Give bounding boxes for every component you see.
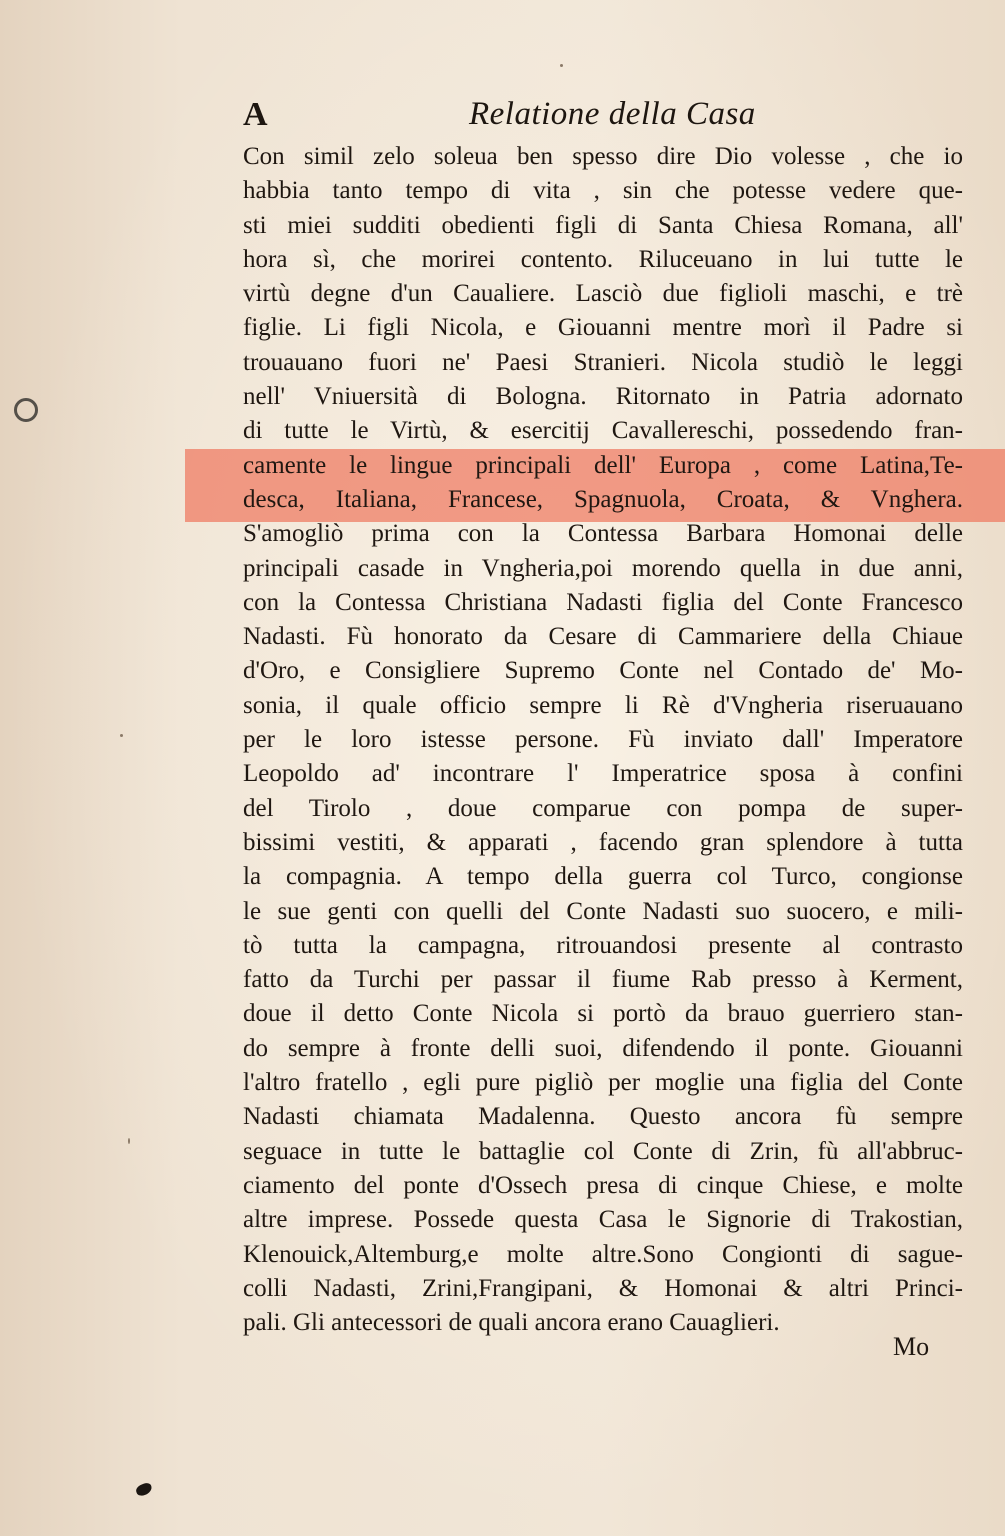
page-header	[243, 96, 983, 140]
text-line: con la Contessa Christiana Nadasti figlia del Conte Francesco	[243, 588, 963, 616]
text-line: pali. Gli antecessori de quali ancora erano Cauaglieri.	[243, 1309, 780, 1337]
body-text	[243, 140, 963, 1340]
text-line: Klenouick,Altemburg,e molte altre.Sono Congionti di sague-	[243, 1240, 963, 1268]
text-line: S'amogliò prima con la Contessa Barbara Homonai delle	[243, 520, 963, 548]
text-line: Leopoldo ad' incontrare l' Imperatrice sposa à confini	[243, 760, 963, 788]
highlighted-text-line: camente le lingue principali dell' Europa , come Latina,Te-	[243, 451, 963, 479]
signature-mark: A	[243, 96, 268, 133]
text-line: habbia tanto tempo di vita , sin che potesse vedere que-	[243, 177, 963, 205]
running-title: Relatione della Casa	[469, 96, 756, 132]
text-line: doue il detto Conte Nicola si portò da brauo guerriero stan-	[243, 1000, 963, 1028]
text-line: le sue genti con quelli del Conte Nadasti suo suocero, e mili-	[243, 897, 963, 925]
text-line: ciamento del ponte d'Ossech presa di cinque Chiese, e molte	[243, 1171, 963, 1199]
text-line: trouauano fuori ne' Paesi Stranieri. Nicola studiò le leggi	[243, 348, 963, 376]
text-line: d'Oro, e Consigliere Supremo Conte nel Contado de' Mo-	[243, 657, 963, 685]
text-line: fatto da Turchi per passar il fiume Rab presso à Kerment,	[243, 966, 963, 994]
text-line: Nadasti chiamata Madalenna. Questo ancora fù sempre	[243, 1103, 963, 1131]
paper-speck	[120, 734, 123, 737]
text-line: altre imprese. Possede questa Casa le Signorie di Trakostian,	[243, 1206, 963, 1234]
text-line: virtù degne d'un Caualiere. Lasciò due figlioli maschi, e trè	[243, 280, 963, 308]
paper-speck	[128, 1138, 130, 1144]
paper-speck	[560, 64, 563, 67]
text-line: colli Nadasti, Zrini,Frangipani, & Homonai & altri Princi-	[243, 1274, 963, 1302]
catchword: Mo	[893, 1332, 930, 1361]
text-line: principali casade in Vngheria,poi morendo quella in due anni,	[243, 554, 963, 582]
highlighted-text-line: desca, Italiana, Francese, Spagnuola, Croata, & Vnghera.	[243, 485, 963, 513]
text-line: hora sì, che morirei contento. Riluceuano in lui tutte le	[243, 245, 963, 273]
text-line: sonia, il quale officio sempre li Rè d'Vngheria riseruauano	[243, 691, 963, 719]
ink-blot	[135, 1482, 154, 1498]
text-line: sti miei sudditi obedienti figli di Santa Chiesa Romana, all'	[243, 211, 963, 239]
text-line: di tutte le Virtù, & esercitij Cavallereschi, possedendo fran-	[243, 417, 963, 445]
text-line: bissimi vestiti, & apparati , facendo gran splendore à tutta	[243, 828, 963, 856]
text-line: Nadasti. Fù honorato da Cesare di Cammariere della Chiaue	[243, 623, 963, 651]
text-line: tò tutta la campagna, ritrouandosi presente al contrasto	[243, 931, 963, 959]
text-line: del Tirolo , doue comparue con pompa de super-	[243, 794, 963, 822]
text-line: Con simil zelo soleua ben spesso dire Dio volesse , che io	[243, 143, 963, 170]
text-line: seguace in tutte le battaglie col Conte di Zrin, fù all'abbruc-	[243, 1137, 963, 1165]
text-line: do sempre à fronte delli suoi, difendendo il ponte. Giouanni	[243, 1034, 963, 1062]
margin-circle-mark	[14, 398, 38, 422]
text-line: nell' Vniuersità di Bologna. Ritornato in Patria adornato	[243, 383, 963, 411]
text-line: la compagnia. A tempo della guerra col Turco, congionse	[243, 863, 963, 891]
text-line: figlie. Li figli Nicola, e Giouanni mentre morì il Padre si	[243, 314, 963, 342]
text-line: l'altro fratello , egli pure pigliò per moglie una figlia del Conte	[243, 1069, 963, 1097]
text-line: per le loro istesse persone. Fù inviato dall' Imperatore	[243, 726, 963, 754]
